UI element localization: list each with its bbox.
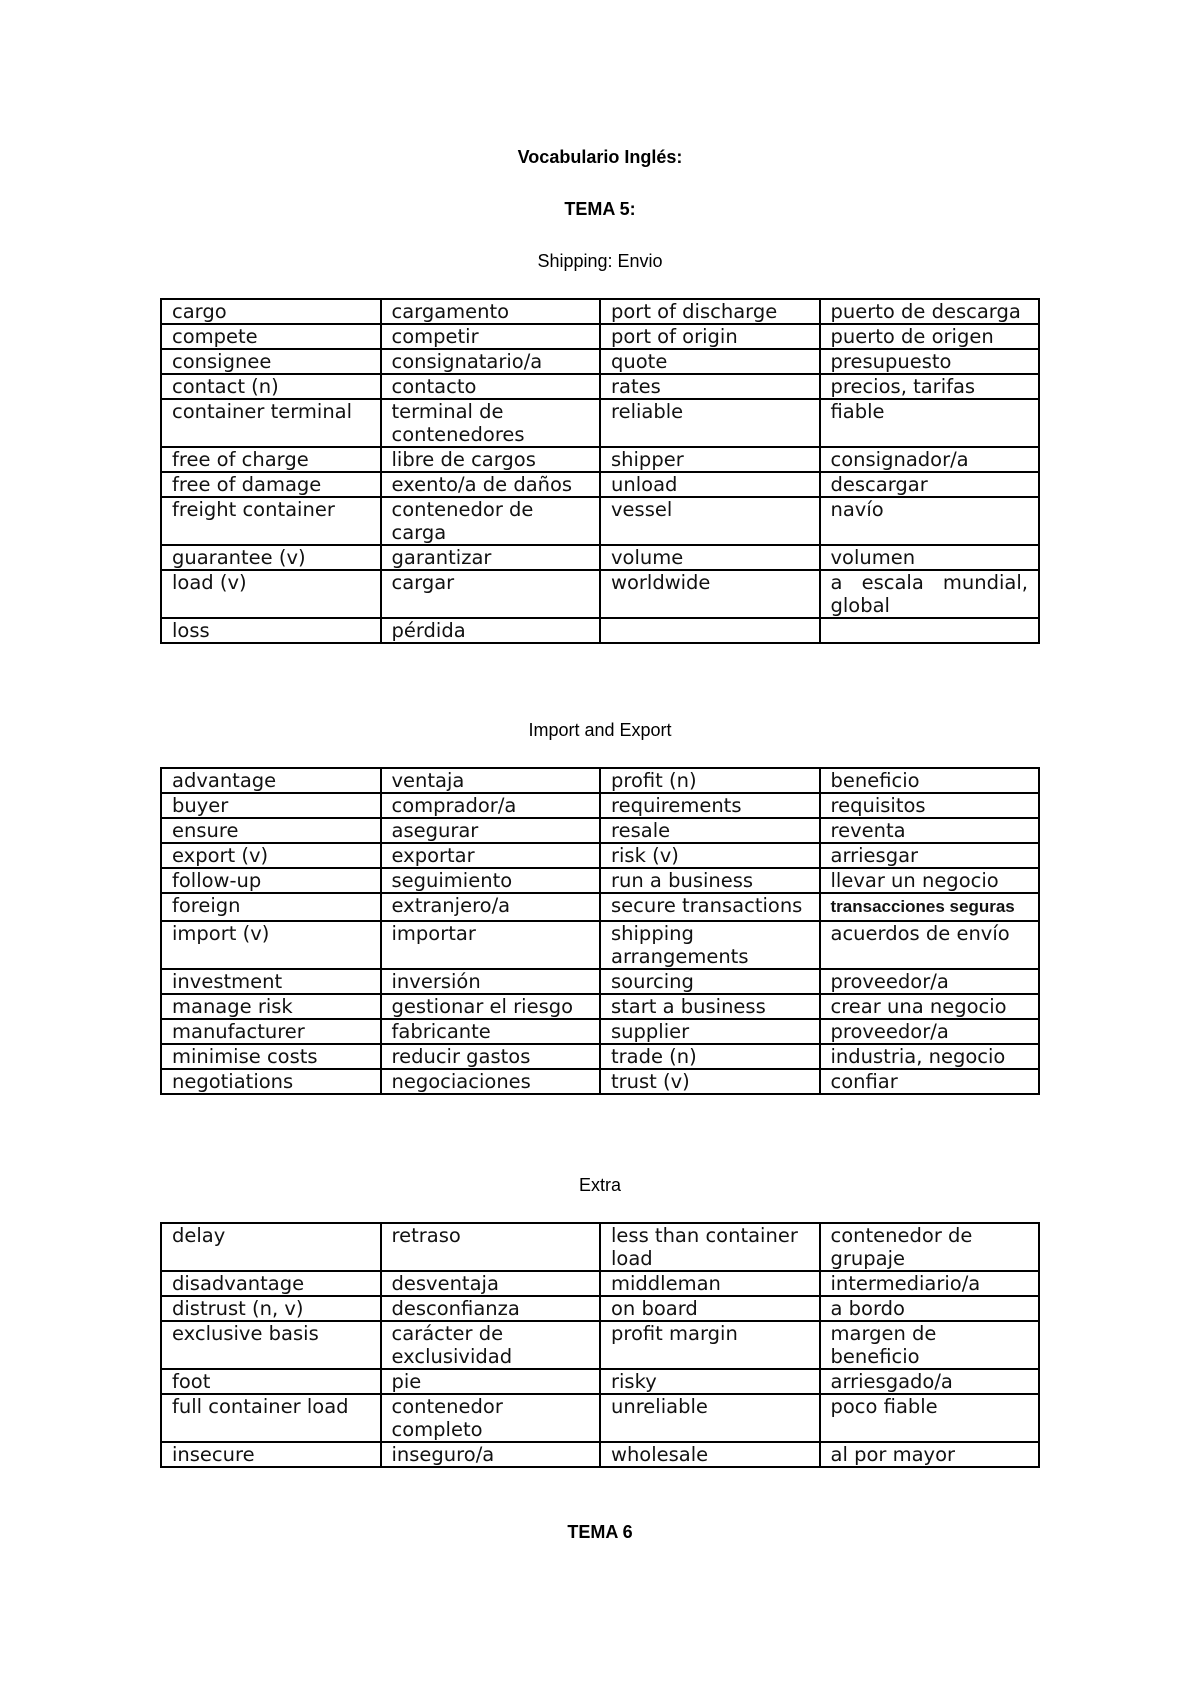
vocab-cell-english-term: foot xyxy=(161,1369,381,1394)
vocab-cell-spanish-term: exportar xyxy=(381,843,601,868)
vocab-cell-english-term: shipper xyxy=(600,447,820,472)
vocab-cell-spanish-term: proveedor/a xyxy=(820,969,1040,994)
vocab-cell-spanish-term: arriesgado/a xyxy=(820,1369,1040,1394)
vocab-row xyxy=(161,843,1039,868)
vocab-cell-english-term: trade (n) xyxy=(600,1044,820,1069)
vocab-cell-english-term: shipping arrangements xyxy=(600,921,820,969)
vocab-row xyxy=(161,793,1039,818)
vocab-row xyxy=(161,969,1039,994)
vocab-cell-spanish-term: volumen xyxy=(820,545,1040,570)
vocab-cell-spanish-term: intermediario/a xyxy=(820,1271,1040,1296)
vocab-cell-english-term: buyer xyxy=(161,793,381,818)
vocab-cell-spanish-term: presupuesto xyxy=(820,349,1040,374)
vocab-cell-english-term: volume xyxy=(600,545,820,570)
vocab-cell-english-term: manage risk xyxy=(161,994,381,1019)
vocab-cell-english-term: start a business xyxy=(600,994,820,1019)
vocab-cell-english-term: profit (n) xyxy=(600,768,820,793)
vocab-cell-spanish-term: asegurar xyxy=(381,818,601,843)
vocab-cell-english-term: compete xyxy=(161,324,381,349)
vocab-cell-english-term: resale xyxy=(600,818,820,843)
vocab-cell-english-term: exclusive basis xyxy=(161,1321,381,1369)
vocab-cell-spanish-term: beneficio xyxy=(820,768,1040,793)
vocab-cell-spanish-term: fiable xyxy=(820,399,1040,447)
vocab-cell-spanish-term: a escala mundial, global xyxy=(820,570,1040,618)
vocab-cell-english-term: port of origin xyxy=(600,324,820,349)
vocab-row xyxy=(161,1394,1039,1442)
vocab-cell-english-term: unreliable xyxy=(600,1394,820,1442)
vocab-cell-spanish-term: al por mayor xyxy=(820,1442,1040,1467)
vocab-cell-english-term: run a business xyxy=(600,868,820,893)
vocab-cell-english-term: reliable xyxy=(600,399,820,447)
shipping-heading: Shipping: Envio xyxy=(537,251,663,271)
vocab-row xyxy=(161,374,1039,399)
vocab-cell-english-term xyxy=(600,618,820,643)
vocab-cell-english-term: ensure xyxy=(161,818,381,843)
extra-heading: Extra xyxy=(578,1175,621,1195)
vocab-cell-english-term: port of discharge xyxy=(600,299,820,324)
vocab-cell-english-term: negotiations xyxy=(161,1069,381,1094)
vocab-cell-english-term: wholesale xyxy=(600,1442,820,1467)
vocab-cell-english-term: disadvantage xyxy=(161,1271,381,1296)
extra-vocab-table xyxy=(160,1222,1040,1468)
vocab-cell-english-term: secure transactions xyxy=(600,893,820,921)
vocab-row xyxy=(161,818,1039,843)
vocab-cell-spanish-term: negociaciones xyxy=(381,1069,601,1094)
vocab-cell-spanish-term: fabricante xyxy=(381,1019,601,1044)
vocab-cell-english-term: full container load xyxy=(161,1394,381,1442)
vocab-cell-english-term: sourcing xyxy=(600,969,820,994)
vocab-row xyxy=(161,1223,1039,1271)
vocab-cell-english-term: export (v) xyxy=(161,843,381,868)
vocab-cell-english-term: freight container xyxy=(161,497,381,545)
shipping-vocab-table xyxy=(160,298,1040,644)
vocab-cell-spanish-term: margen de beneficio xyxy=(820,1321,1040,1369)
vocab-cell-spanish-term: extranjero/a xyxy=(381,893,601,921)
vocab-cell-spanish-term: confiar xyxy=(820,1069,1040,1094)
vocab-cell-spanish-term: pie xyxy=(381,1369,601,1394)
vocab-cell-spanish-term: acuerdos de envío xyxy=(820,921,1040,969)
vocab-cell-spanish-term: inversión xyxy=(381,969,601,994)
import-export-vocab-table xyxy=(160,767,1040,1095)
vocab-row xyxy=(161,1019,1039,1044)
vocab-cell-spanish-term xyxy=(820,618,1040,643)
tema-6-heading: TEMA 6 xyxy=(567,1522,633,1542)
vocab-cell-english-term: risky xyxy=(600,1369,820,1394)
vocab-row xyxy=(161,447,1039,472)
vocab-cell-english-term: guarantee (v) xyxy=(161,545,381,570)
vocab-cell-spanish-term: seguimiento xyxy=(381,868,601,893)
vocab-cell-spanish-term: arriesgar xyxy=(820,843,1040,868)
vocab-cell-english-term: supplier xyxy=(600,1019,820,1044)
vocab-cell-english-term: on board xyxy=(600,1296,820,1321)
vocab-cell-spanish-term: industria, negocio xyxy=(820,1044,1040,1069)
vocab-cell-spanish-term: garantizar xyxy=(381,545,601,570)
vocab-cell-spanish-term: precios, tarifas xyxy=(820,374,1040,399)
vocab-row xyxy=(161,1321,1039,1369)
vocab-cell-spanish-term: reventa xyxy=(820,818,1040,843)
vocab-row xyxy=(161,349,1039,374)
vocab-cell-spanish-term: carácter de exclusividad xyxy=(381,1321,601,1369)
vocab-cell-spanish-term: contenedor de carga xyxy=(381,497,601,545)
vocab-cell-spanish-term: puerto de descarga xyxy=(820,299,1040,324)
vocab-cell-spanish-term: importar xyxy=(381,921,601,969)
vocab-cell-english-term: rates xyxy=(600,374,820,399)
vocab-cell-english-term: contact (n) xyxy=(161,374,381,399)
vocab-cell-english-term: investment xyxy=(161,969,381,994)
vocab-cell-english-term: free of damage xyxy=(161,472,381,497)
vocab-row xyxy=(161,324,1039,349)
vocab-cell-spanish-term: poco fiable xyxy=(820,1394,1040,1442)
vocab-cell-spanish-term: exento/a de daños xyxy=(381,472,601,497)
vocab-cell-english-term: foreign xyxy=(161,893,381,921)
vocab-cell-english-term: risk (v) xyxy=(600,843,820,868)
vocab-row xyxy=(161,399,1039,447)
vocab-cell-english-term: distrust (n, v) xyxy=(161,1296,381,1321)
vocab-row xyxy=(161,1369,1039,1394)
vocab-row xyxy=(161,497,1039,545)
vocab-cell-english-term: middleman xyxy=(600,1271,820,1296)
vocab-cell-english-term: cargo xyxy=(161,299,381,324)
vocab-cell-spanish-term: gestionar el riesgo xyxy=(381,994,601,1019)
vocab-cell-spanish-term: transacciones seguras xyxy=(820,893,1040,921)
vocab-row xyxy=(161,768,1039,793)
vocab-cell-english-term: worldwide xyxy=(600,570,820,618)
vocab-row xyxy=(161,1271,1039,1296)
vocab-cell-spanish-term: ventaja xyxy=(381,768,601,793)
vocab-cell-english-term: vessel xyxy=(600,497,820,545)
vocab-cell-english-term: unload xyxy=(600,472,820,497)
vocab-cell-spanish-term: consignador/a xyxy=(820,447,1040,472)
vocab-cell-spanish-term: contacto xyxy=(381,374,601,399)
vocab-row xyxy=(161,994,1039,1019)
vocab-cell-spanish-term: cargamento xyxy=(381,299,601,324)
vocab-row xyxy=(161,921,1039,969)
vocab-cell-spanish-term: requisitos xyxy=(820,793,1040,818)
vocab-cell-english-term: less than container load xyxy=(600,1223,820,1271)
vocab-cell-spanish-term: desconfianza xyxy=(381,1296,601,1321)
vocab-cell-english-term: manufacturer xyxy=(161,1019,381,1044)
vocab-cell-spanish-term: cargar xyxy=(381,570,601,618)
vocab-cell-spanish-term: puerto de origen xyxy=(820,324,1040,349)
vocab-cell-english-term: free of charge xyxy=(161,447,381,472)
vocab-row xyxy=(161,893,1039,921)
vocab-cell-spanish-term: inseguro/a xyxy=(381,1442,601,1467)
vocab-cell-spanish-term: retraso xyxy=(381,1223,601,1271)
vocab-cell-spanish-term: consignatario/a xyxy=(381,349,601,374)
vocab-cell-spanish-term: libre de cargos xyxy=(381,447,601,472)
vocab-row xyxy=(161,1296,1039,1321)
vocab-cell-spanish-term: crear una negocio xyxy=(820,994,1040,1019)
vocab-row xyxy=(161,1442,1039,1467)
vocab-cell-spanish-term: desventaja xyxy=(381,1271,601,1296)
vocab-cell-spanish-term: comprador/a xyxy=(381,793,601,818)
vocab-cell-spanish-term: reducir gastos xyxy=(381,1044,601,1069)
vocab-cell-spanish-term: terminal de contenedores xyxy=(381,399,601,447)
vocab-row xyxy=(161,545,1039,570)
vocab-row xyxy=(161,618,1039,643)
document-title: Vocabulario Inglés: xyxy=(517,147,683,167)
vocab-cell-spanish-term: a bordo xyxy=(820,1296,1040,1321)
vocab-cell-english-term: consignee xyxy=(161,349,381,374)
tema-5-heading: TEMA 5: xyxy=(564,199,636,219)
vocab-cell-spanish-term: contenedor de grupaje xyxy=(820,1223,1040,1271)
vocab-cell-spanish-term: pérdida xyxy=(381,618,601,643)
vocab-cell-spanish-term: proveedor/a xyxy=(820,1019,1040,1044)
import-export-heading: Import and Export xyxy=(528,720,672,740)
vocab-cell-english-term: insecure xyxy=(161,1442,381,1467)
vocab-row xyxy=(161,472,1039,497)
vocab-cell-english-term: import (v) xyxy=(161,921,381,969)
vocab-cell-spanish-term: competir xyxy=(381,324,601,349)
vocab-cell-english-term: trust (v) xyxy=(600,1069,820,1094)
vocab-row xyxy=(161,1069,1039,1094)
vocab-cell-english-term: profit margin xyxy=(600,1321,820,1369)
vocab-cell-english-term: minimise costs xyxy=(161,1044,381,1069)
vocab-cell-english-term: container terminal xyxy=(161,399,381,447)
vocab-cell-english-term: quote xyxy=(600,349,820,374)
vocab-cell-spanish-term: descargar xyxy=(820,472,1040,497)
vocab-cell-english-term: load (v) xyxy=(161,570,381,618)
vocab-row xyxy=(161,868,1039,893)
vocab-row xyxy=(161,1044,1039,1069)
vocab-row xyxy=(161,570,1039,618)
vocab-cell-english-term: follow-up xyxy=(161,868,381,893)
vocab-cell-english-term: advantage xyxy=(161,768,381,793)
vocab-cell-spanish-term: contenedor completo xyxy=(381,1394,601,1442)
vocab-cell-english-term: requirements xyxy=(600,793,820,818)
vocab-cell-spanish-term: navío xyxy=(820,497,1040,545)
vocab-cell-english-term: delay xyxy=(161,1223,381,1271)
vocab-row xyxy=(161,299,1039,324)
vocab-cell-english-term: loss xyxy=(161,618,381,643)
vocab-cell-spanish-term: llevar un negocio xyxy=(820,868,1040,893)
